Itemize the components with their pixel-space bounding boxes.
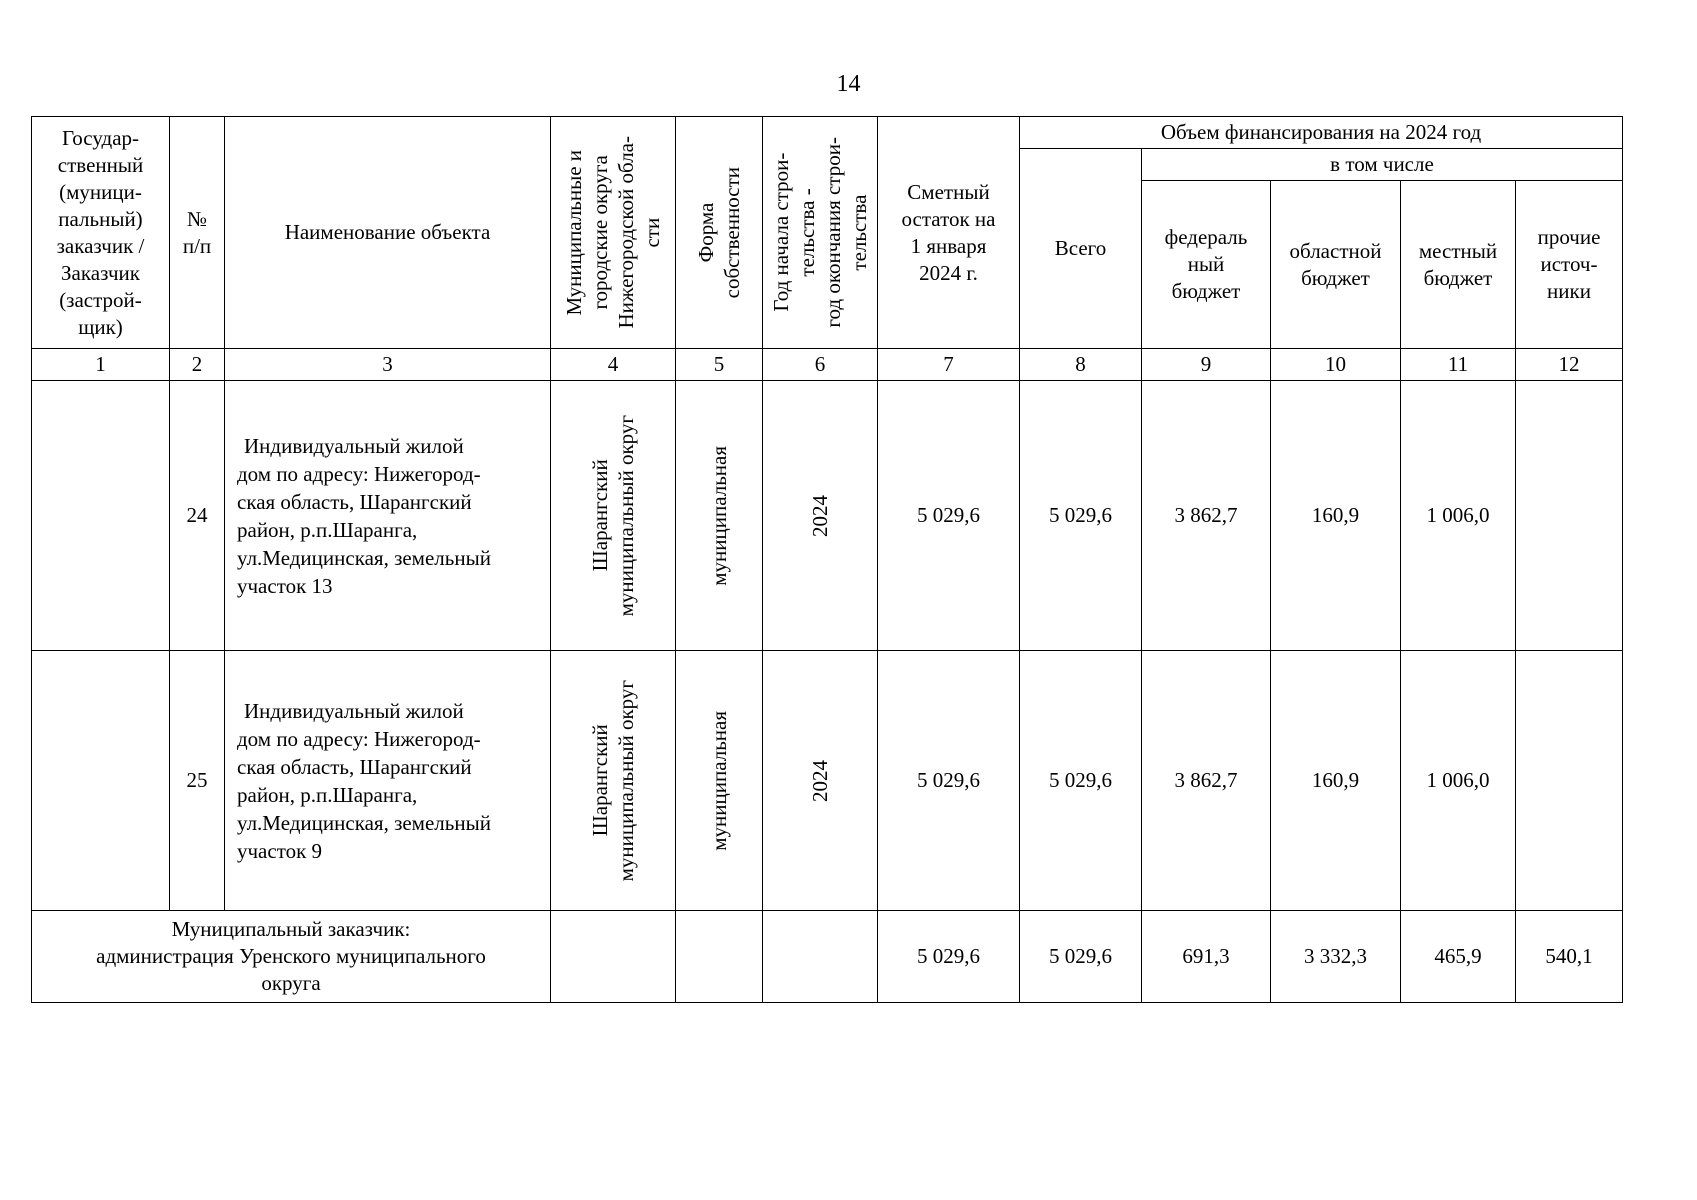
header-regional: областной бюджет [1271, 181, 1401, 349]
column-numbers-row [32, 349, 1623, 381]
summary-remainder: 5 029,6 [878, 911, 1020, 1003]
header-other: прочие источ- ники [1516, 181, 1623, 349]
header-remainder: Сметный остаток на 1 января 2024 г. [878, 117, 1020, 349]
cell-object-name: Индивидуальный жилой дом по адресу: Нижегород- ская область, Шарангский район, р.п.Шаранга, ул.Медицинская, земельный участок 9 [225, 651, 551, 911]
header-including: в том числе [1142, 149, 1623, 181]
column-number: 4 [551, 349, 676, 381]
summary-empty-cell [763, 911, 878, 1003]
cell-regional: 160,9 [1271, 651, 1401, 911]
header-districts: Муниципальные и городские округа Нижегородской обла- сти [551, 117, 676, 349]
header-object-name: Наименование объекта [225, 117, 551, 349]
cell-other [1516, 381, 1623, 651]
cell-local: 1 006,0 [1401, 651, 1516, 911]
summary-regional: 3 332,3 [1271, 911, 1401, 1003]
header-funding-title: Объем финансирования на 2024 год [1020, 117, 1623, 149]
column-number: 5 [676, 349, 763, 381]
cell-number: 25 [170, 651, 225, 911]
cell-ownership: муниципальная [676, 651, 763, 911]
summary-empty-cell [551, 911, 676, 1003]
column-number: 2 [170, 349, 225, 381]
cell-regional: 160,9 [1271, 381, 1401, 651]
page-number: 14 [836, 71, 861, 97]
cell-customer [32, 651, 170, 911]
column-number: 12 [1516, 349, 1623, 381]
cell-remainder: 5 029,6 [878, 381, 1020, 651]
header-federal: федераль ный бюджет [1142, 181, 1271, 349]
header-total: Всего [1020, 149, 1142, 349]
header-years: Год начала строи- тельства - год окончания строи- тельства [763, 117, 878, 349]
cell-federal: 3 862,7 [1142, 651, 1271, 911]
column-number: 3 [225, 349, 551, 381]
column-number: 7 [878, 349, 1020, 381]
summary-other: 540,1 [1516, 911, 1623, 1003]
column-number: 1 [32, 349, 170, 381]
cell-federal: 3 862,7 [1142, 381, 1271, 651]
cell-years: 2024 [763, 651, 878, 911]
header-number: № п/п [170, 117, 225, 349]
cell-district: Шарангский муниципальный округ [551, 651, 676, 911]
table-row [32, 651, 1623, 911]
cell-total: 5 029,6 [1020, 381, 1142, 651]
summary-total: 5 029,6 [1020, 911, 1142, 1003]
table-row [32, 381, 1623, 651]
cell-remainder: 5 029,6 [878, 651, 1020, 911]
cell-years: 2024 [763, 381, 878, 651]
header-customer: Государ- ственный (муници- пальный) заказчик / Заказчик (застрой- щик) [32, 117, 170, 349]
summary-federal: 691,3 [1142, 911, 1271, 1003]
cell-number: 24 [170, 381, 225, 651]
column-number: 10 [1271, 349, 1401, 381]
summary-row [32, 911, 1623, 1003]
column-number: 6 [763, 349, 878, 381]
cell-total: 5 029,6 [1020, 651, 1142, 911]
header-local: местный бюджет [1401, 181, 1516, 349]
column-number: 11 [1401, 349, 1516, 381]
cell-local: 1 006,0 [1401, 381, 1516, 651]
column-number: 8 [1020, 349, 1142, 381]
summary-local: 465,9 [1401, 911, 1516, 1003]
cell-customer [32, 381, 170, 651]
cell-object-name: Индивидуальный жилой дом по адресу: Нижегород- ская область, Шарангский район, р.п.Шаранга, ул.Медицинская, земельный участок 13 [225, 381, 551, 651]
summary-label: Муниципальный заказчик: администрация Уренского муниципального округа [32, 911, 551, 1003]
cell-district: Шарангский муниципальный округ [551, 381, 676, 651]
summary-empty-cell [676, 911, 763, 1003]
cell-other [1516, 651, 1623, 911]
header-ownership: Форма собственности [676, 117, 763, 349]
column-number: 9 [1142, 349, 1271, 381]
cell-ownership: муниципальная [676, 381, 763, 651]
funding-table [31, 116, 1623, 1003]
